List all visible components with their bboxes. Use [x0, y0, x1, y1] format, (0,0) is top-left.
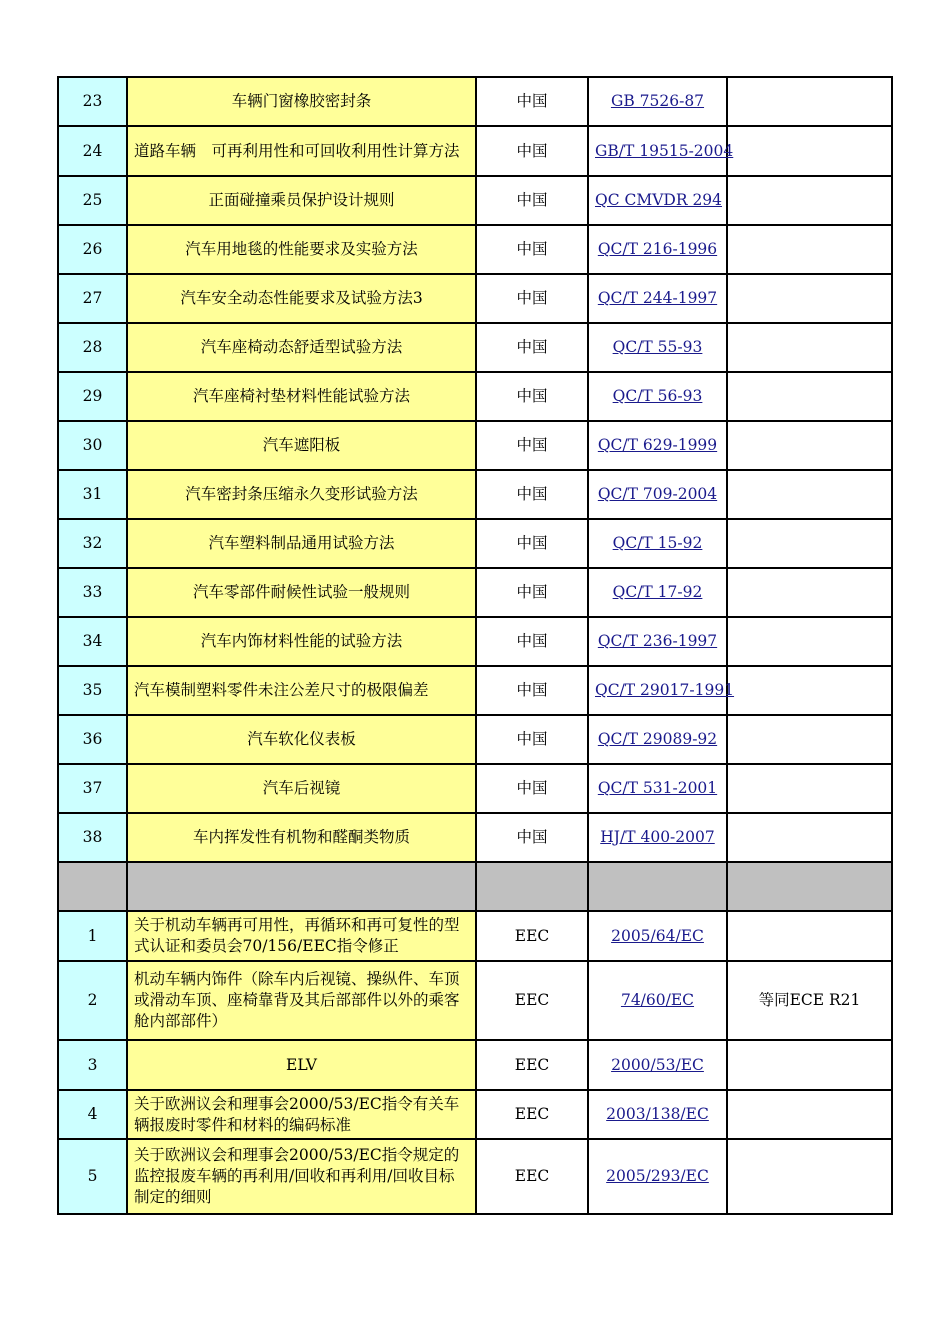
row-number: 36 [58, 715, 127, 764]
remark-cell [727, 519, 892, 568]
remark-cell [727, 1139, 892, 1214]
remark-cell [727, 77, 892, 126]
standard-code-link[interactable]: GB/T 19515-2004 [595, 141, 734, 160]
remark-cell [727, 274, 892, 323]
table-row [58, 372, 892, 421]
standard-code-link[interactable]: 2005/293/EC [606, 1167, 709, 1185]
standard-code-link[interactable]: QC/T 55-93 [612, 338, 703, 356]
standard-code[interactable] [588, 323, 727, 372]
row-number: 28 [58, 323, 127, 372]
country-cell: 中国 [476, 126, 588, 176]
standard-code[interactable] [588, 764, 727, 813]
row-number: 32 [58, 519, 127, 568]
standard-code[interactable] [588, 519, 727, 568]
standard-title: 车内挥发性有机物和醛酮类物质 [127, 813, 476, 862]
country-cell: EEC [476, 1139, 588, 1214]
row-number: 2 [58, 961, 127, 1040]
standard-title: 关于欧洲议会和理事会2000/53/EC指令规定的监控报废车辆的再利用/回收和再利用/回收目标制定的细则 [127, 1139, 476, 1214]
standard-code[interactable] [588, 421, 727, 470]
remark-cell: 等同ECE R21 [727, 961, 892, 1040]
standard-code[interactable] [588, 372, 727, 421]
country-cell: EEC [476, 911, 588, 961]
table-row [58, 764, 892, 813]
row-number: 38 [58, 813, 127, 862]
standard-title: 关于机动车辆再可用性，再循环和再可复性的型式认证和委员会70/156/EEC指令修正 [127, 911, 476, 961]
standard-code-link[interactable]: GB 7526-87 [610, 92, 705, 110]
remark-cell [727, 715, 892, 764]
standard-code[interactable] [588, 813, 727, 862]
standard-code[interactable] [588, 617, 727, 666]
table-row [58, 568, 892, 617]
standard-code[interactable] [588, 126, 734, 176]
standards-table [57, 76, 893, 1215]
row-number: 5 [58, 1139, 127, 1214]
standard-code[interactable] [588, 1040, 727, 1090]
standard-code[interactable] [588, 1090, 727, 1139]
row-number: 31 [58, 470, 127, 519]
table-row [58, 77, 892, 126]
standard-code-link[interactable]: QC/T 236-1997 [597, 632, 718, 650]
row-number: 34 [58, 617, 127, 666]
standard-title: 汽车内饰材料性能的试验方法 [127, 617, 476, 666]
remark-cell [727, 764, 892, 813]
standard-code[interactable] [588, 961, 727, 1040]
standard-code-link[interactable]: QC/T 244-1997 [597, 289, 718, 307]
country-cell: 中国 [476, 519, 588, 568]
standard-code-link[interactable]: QC/T 531-2001 [597, 779, 718, 797]
table-row [58, 911, 892, 961]
standard-code-link[interactable]: QC/T 216-1996 [597, 240, 718, 258]
standard-code[interactable] [588, 568, 727, 617]
standard-code-link[interactable]: QC/T 629-1999 [597, 436, 718, 454]
table-row [58, 225, 892, 274]
standard-title: 正面碰撞乘员保护设计规则 [127, 176, 476, 225]
country-cell: EEC [476, 1040, 588, 1090]
row-number: 1 [58, 911, 127, 961]
country-cell: 中国 [476, 77, 588, 126]
remark-cell [727, 176, 892, 225]
remark-cell [727, 617, 892, 666]
standard-code-link[interactable]: QC/T 56-93 [612, 387, 703, 405]
country-cell: 中国 [476, 715, 588, 764]
table-row [58, 961, 892, 1040]
standard-code[interactable] [588, 77, 727, 126]
row-number: 27 [58, 274, 127, 323]
country-cell: 中国 [476, 372, 588, 421]
remark-cell [727, 126, 892, 176]
table-row [58, 470, 892, 519]
country-cell: 中国 [476, 323, 588, 372]
remark-cell [727, 421, 892, 470]
separator-cell [58, 862, 127, 911]
table-row [58, 1139, 892, 1214]
standard-code-link[interactable]: 2003/138/EC [606, 1105, 709, 1123]
remark-cell [727, 666, 892, 715]
country-cell: 中国 [476, 421, 588, 470]
row-number: 33 [58, 568, 127, 617]
separator-cell [127, 862, 476, 911]
country-cell: 中国 [476, 568, 588, 617]
row-number: 4 [58, 1090, 127, 1139]
standard-title: ELV [127, 1040, 476, 1090]
remark-cell [727, 323, 892, 372]
table-row [58, 715, 892, 764]
standard-code-link[interactable]: QC/T 709-2004 [597, 485, 718, 503]
standard-title: 汽车密封条压缩永久变形试验方法 [127, 470, 476, 519]
standard-code[interactable] [588, 225, 727, 274]
standard-title: 汽车座椅衬垫材料性能试验方法 [127, 372, 476, 421]
country-cell: EEC [476, 961, 588, 1040]
remark-cell [727, 470, 892, 519]
standard-title: 汽车塑料制品通用试验方法 [127, 519, 476, 568]
separator-cell [476, 862, 588, 911]
standard-code-link[interactable]: 74/60/EC [620, 991, 695, 1009]
standard-title: 汽车座椅动态舒适型试验方法 [127, 323, 476, 372]
standard-code-link[interactable]: 2005/64/EC [611, 926, 704, 945]
table-row [58, 421, 892, 470]
standard-code[interactable] [588, 666, 735, 715]
section-separator-row [58, 862, 892, 911]
row-number: 3 [58, 1040, 127, 1090]
table-row [58, 617, 892, 666]
row-number: 25 [58, 176, 127, 225]
standard-title: 汽车后视镜 [127, 764, 476, 813]
remark-cell [727, 1090, 892, 1139]
standard-code[interactable] [588, 274, 727, 323]
standard-title: 汽车遮阳板 [127, 421, 476, 470]
table-row [58, 1090, 892, 1139]
country-cell: 中国 [476, 274, 588, 323]
remark-cell [727, 911, 892, 961]
row-number: 29 [58, 372, 127, 421]
standard-code-link[interactable]: HJ/T 400-2007 [600, 828, 715, 846]
remark-cell [727, 225, 892, 274]
standard-title: 汽车安全动态性能要求及试验方法3 [127, 274, 476, 323]
table-row [58, 666, 892, 715]
table-row [58, 126, 892, 176]
table-row [58, 176, 892, 225]
table-row [58, 323, 892, 372]
country-cell: 中国 [476, 764, 588, 813]
standard-code[interactable] [588, 176, 727, 225]
standard-title: 汽车软化仪表板 [127, 715, 476, 764]
standards-table-body [58, 77, 892, 1214]
table-row [58, 519, 892, 568]
row-number: 35 [58, 666, 127, 715]
country-cell: 中国 [476, 470, 588, 519]
separator-cell [727, 862, 892, 911]
separator-cell [588, 862, 727, 911]
row-number: 26 [58, 225, 127, 274]
standard-code[interactable] [588, 911, 727, 961]
country-cell: 中国 [476, 813, 588, 862]
standard-title: 汽车用地毯的性能要求及实验方法 [127, 225, 476, 274]
standard-title: 汽车零部件耐候性试验一般规则 [127, 568, 476, 617]
table-row [58, 1040, 892, 1090]
standard-title: 道路车辆 可再利用性和可回收利用性计算方法 [127, 126, 476, 176]
standard-code[interactable] [588, 715, 727, 764]
standard-code-link[interactable]: QC/T 29089-92 [597, 730, 718, 748]
standard-code[interactable] [588, 1139, 727, 1214]
remark-cell [727, 813, 892, 862]
row-number: 23 [58, 77, 127, 126]
standard-code-link[interactable]: QC/T 15-92 [612, 534, 703, 552]
remark-cell [727, 372, 892, 421]
row-number: 30 [58, 421, 127, 470]
country-cell: 中国 [476, 225, 588, 274]
table-row [58, 274, 892, 323]
standard-code-link[interactable]: 2000/53/EC [611, 1055, 704, 1074]
standard-title: 汽车模制塑料零件未注公差尺寸的极限偏差 [127, 666, 476, 715]
standard-code[interactable] [588, 470, 727, 519]
standard-title: 机动车辆内饰件（除车内后视镜、操纵件、车顶或滑动车顶、座椅靠背及其后部部件以外的乘客舱内部部件） [127, 961, 476, 1040]
table-row [58, 813, 892, 862]
standard-code-link[interactable]: QC CMVDR 294 [595, 191, 723, 209]
standard-code-link[interactable]: QC/T 29017-1991 [595, 681, 735, 699]
standard-code-link[interactable]: QC/T 17-92 [612, 583, 703, 601]
country-cell: 中国 [476, 617, 588, 666]
row-number: 24 [58, 126, 127, 176]
remark-cell [727, 1040, 892, 1090]
country-cell: 中国 [476, 666, 588, 715]
standard-title: 关于欧洲议会和理事会2000/53/EC指令有关车辆报废时零件和材料的编码标准 [127, 1090, 476, 1139]
row-number: 37 [58, 764, 127, 813]
remark-cell [727, 568, 892, 617]
country-cell: EEC [476, 1090, 588, 1139]
standard-title: 车辆门窗橡胶密封条 [127, 77, 476, 126]
country-cell: 中国 [476, 176, 588, 225]
